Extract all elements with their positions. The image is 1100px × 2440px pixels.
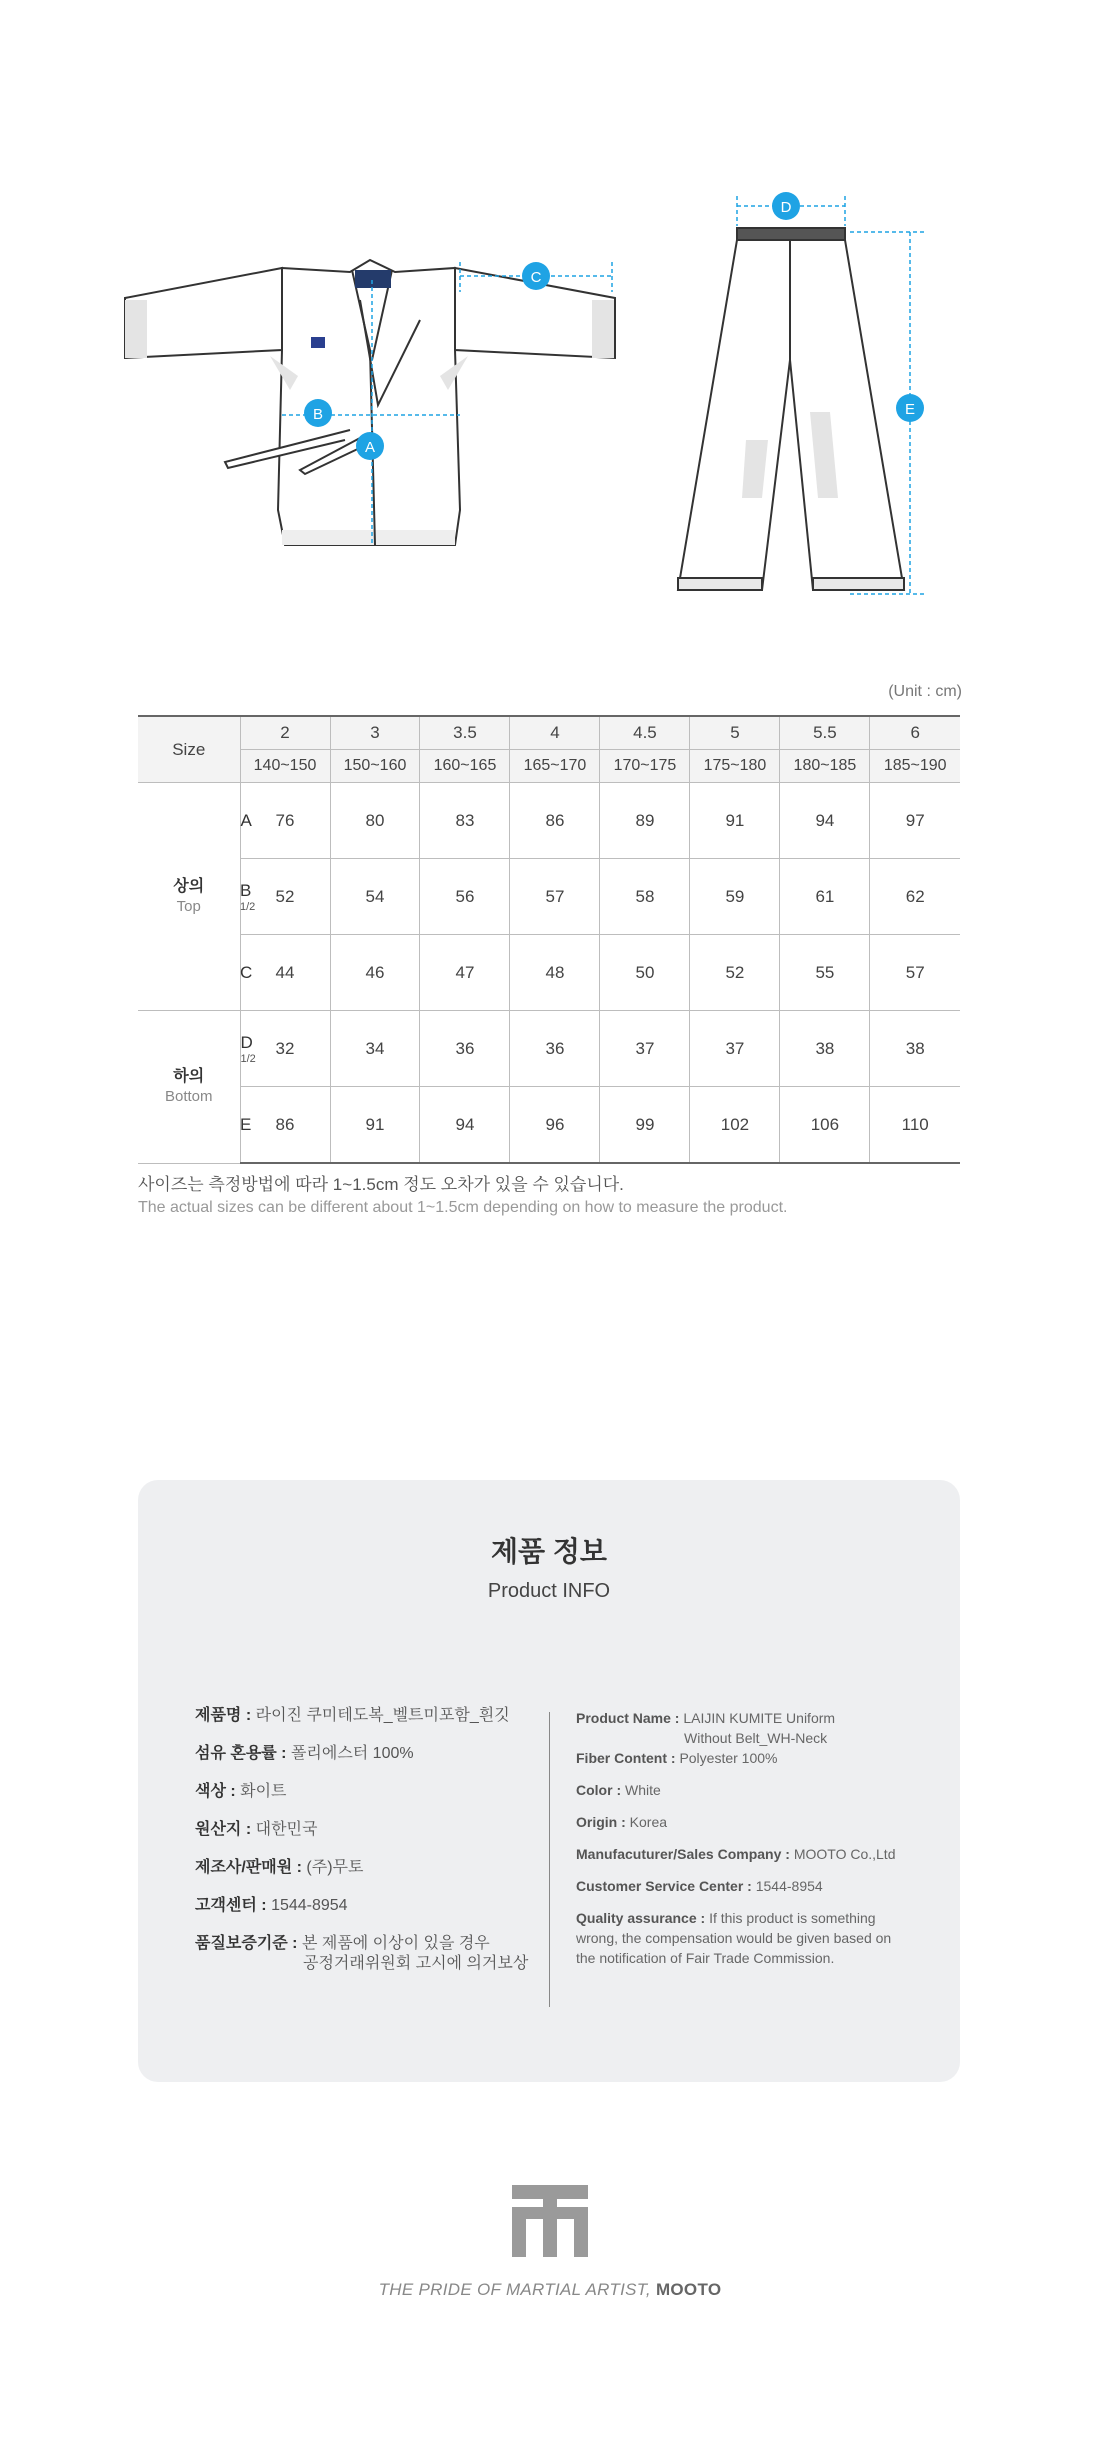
svg-text:B: B [312, 406, 324, 423]
value-cell: 44 [240, 935, 330, 1011]
value-cell: 52 [240, 859, 330, 935]
mooto-logo-icon [512, 2185, 588, 2257]
marker-a [356, 432, 384, 460]
info-value-cont: Without Belt_WH-Neck [684, 1730, 828, 1746]
info-label: 고객센터 : [195, 1897, 267, 1914]
table-row-d [138, 1011, 960, 1087]
value-cell: 48 [510, 935, 600, 1011]
size-cell: 3.5 [420, 716, 510, 750]
info-label: 색상 : [195, 1783, 236, 1800]
svg-text:A: A [364, 439, 376, 456]
size-cell: 2 [240, 716, 330, 750]
height-cell: 140~150 [240, 750, 330, 783]
size-cell: 4 [510, 716, 600, 750]
bottom-group-label [138, 1011, 240, 1164]
value-cell: 36 [510, 1011, 600, 1087]
value-cell: 59 [690, 859, 780, 935]
marker-d [772, 192, 800, 220]
value-cell: 110 [870, 1087, 960, 1164]
height-cell: 165~170 [510, 750, 600, 783]
info-item [195, 1782, 540, 1820]
value-cell: 61 [780, 859, 870, 935]
info-value: Polyester 100% [679, 1750, 778, 1766]
info-label: 섬유 혼용률 : [195, 1745, 287, 1762]
value-cell: 102 [690, 1087, 780, 1164]
top-group-en: Top [176, 897, 201, 915]
value-cell: 46 [330, 935, 420, 1011]
info-value-cont: 공정거래위원회 고시에 의거보상 [303, 1955, 529, 1972]
info-item [576, 1908, 906, 1968]
info-value: (주)무토 [306, 1859, 364, 1876]
marker-e [896, 394, 924, 422]
svg-text:D: D [780, 199, 792, 216]
info-item [195, 1706, 540, 1744]
height-cell: 175~180 [690, 750, 780, 783]
info-item [195, 1744, 540, 1782]
table-row-b [138, 859, 960, 935]
jacket-illustration [125, 260, 615, 545]
value-cell: 91 [330, 1087, 420, 1164]
info-item [195, 1820, 540, 1858]
info-value: 대한민국 [255, 1821, 318, 1838]
value-cell: 47 [420, 935, 510, 1011]
table-row-c [138, 935, 960, 1011]
size-cell: 4.5 [600, 716, 690, 750]
size-diagram [0, 0, 1100, 640]
value-cell: 58 [600, 859, 690, 935]
info-item [576, 1876, 926, 1908]
info-item [195, 1896, 540, 1934]
info-value: Korea [629, 1814, 668, 1830]
info-value: 1544-8954 [271, 1897, 348, 1914]
value-cell: 94 [780, 783, 870, 859]
value-cell: 38 [870, 1011, 960, 1087]
info-value: 1544-8954 [755, 1878, 823, 1894]
value-cell: 52 [690, 935, 780, 1011]
info-title: 제품 정보 [491, 1536, 607, 1567]
svg-text:C: C [530, 269, 542, 286]
note-english: The actual sizes can be different about 1~1.5cm depending on how to measure the product. [138, 1199, 788, 1216]
value-cell: 55 [780, 935, 870, 1011]
svg-text:E: E [904, 401, 916, 418]
info-value: 라이진 쿠미테도복_벨트미포함_흰깃 [255, 1707, 510, 1724]
height-cell: 160~165 [420, 750, 510, 783]
product-info-card [138, 1480, 960, 2082]
value-cell: 57 [510, 859, 600, 935]
height-cell: 185~190 [870, 750, 960, 783]
value-cell: 80 [330, 783, 420, 859]
info-label: 제품명 : [195, 1707, 252, 1724]
info-value: If this product is something wrong, the compensation would be given based on the notification of Fair Trade Commission. [576, 1910, 892, 1966]
height-header-row [138, 750, 960, 783]
value-cell: 97 [870, 783, 960, 859]
info-label: 제조사/판매원 : [195, 1859, 302, 1876]
info-value: MOOTO Co.,Ltd [793, 1846, 896, 1862]
info-label: Fiber Content : [576, 1750, 676, 1766]
marker-c [522, 262, 550, 290]
value-cell: 62 [870, 859, 960, 935]
height-cell: 170~175 [600, 750, 690, 783]
info-item [576, 1748, 926, 1780]
value-cell: 56 [420, 859, 510, 935]
info-label: 원산지 : [195, 1821, 252, 1838]
size-header-row [138, 716, 960, 750]
value-cell: 91 [690, 783, 780, 859]
pants-illustration [678, 228, 904, 590]
info-value: 본 제품에 이상이 있을 경우 [301, 1935, 490, 1952]
slogan-text: THE PRIDE OF MARTIAL ARTIST, [378, 2280, 651, 2299]
value-cell: 76 [240, 783, 330, 859]
height-cell: 180~185 [780, 750, 870, 783]
value-cell: 54 [330, 859, 420, 935]
top-group-label [138, 783, 240, 1011]
info-item [195, 1934, 540, 1972]
value-cell: 99 [600, 1087, 690, 1164]
row-letter-text: B [240, 880, 252, 900]
value-cell: 50 [600, 935, 690, 1011]
height-cell: 150~160 [330, 750, 420, 783]
marker-b [304, 399, 332, 427]
info-list-english [576, 1708, 926, 1968]
bottom-group-ko: 하의 [173, 1067, 205, 1085]
unit-label: (Unit : cm) [888, 683, 962, 700]
info-item [576, 1812, 926, 1844]
info-divider [549, 1712, 550, 2007]
value-cell: 32 [240, 1011, 330, 1087]
size-cell: 5 [690, 716, 780, 750]
info-subtitle: Product INFO [487, 1580, 611, 1602]
value-cell: 38 [780, 1011, 870, 1087]
value-cell: 86 [240, 1087, 330, 1164]
info-label: Color : [576, 1782, 622, 1798]
brand-name: MOOTO [655, 2280, 722, 2299]
table-row-a [138, 783, 960, 859]
info-item [576, 1780, 926, 1812]
note-korean: 사이즈는 측정방법에 따라 1~1.5cm 정도 오차가 있을 수 있습니다. [138, 1175, 624, 1194]
info-label: Product Name : [576, 1710, 680, 1726]
info-label: 품질보증기준 : [195, 1935, 298, 1952]
info-value: 화이트 [240, 1783, 287, 1800]
value-cell: 83 [420, 783, 510, 859]
info-item [576, 1708, 926, 1748]
value-cell: 37 [600, 1011, 690, 1087]
info-value: 폴리에스터 100% [290, 1745, 414, 1762]
info-label: Customer Service Center : [576, 1878, 752, 1894]
value-cell: 106 [780, 1087, 870, 1164]
info-value: LAIJIN KUMITE Uniform [683, 1710, 836, 1726]
value-cell: 34 [330, 1011, 420, 1087]
info-list-korean [195, 1706, 540, 1972]
size-cell: 3 [330, 716, 420, 750]
value-cell: 89 [600, 783, 690, 859]
value-cell: 37 [690, 1011, 780, 1087]
table-row-e [138, 1087, 960, 1164]
size-table [138, 715, 960, 1164]
size-cell: 5.5 [780, 716, 870, 750]
info-item [195, 1858, 540, 1896]
footer-slogan [0, 2280, 1100, 2300]
row-letter-text: D [240, 1032, 253, 1052]
info-value: White [625, 1782, 661, 1798]
info-label: Manufacuturer/Sales Company : [576, 1846, 790, 1862]
value-cell: 57 [870, 935, 960, 1011]
value-cell: 86 [510, 783, 600, 859]
size-header: Size [138, 716, 240, 783]
value-cell: 94 [420, 1087, 510, 1164]
value-cell: 36 [420, 1011, 510, 1087]
size-cell: 6 [870, 716, 960, 750]
info-item [576, 1844, 926, 1876]
info-label: Origin : [576, 1814, 626, 1830]
bottom-group-en: Bottom [164, 1087, 213, 1105]
info-label: Quality assurance : [576, 1910, 706, 1926]
top-group-ko: 상의 [173, 877, 205, 895]
value-cell: 96 [510, 1087, 600, 1164]
